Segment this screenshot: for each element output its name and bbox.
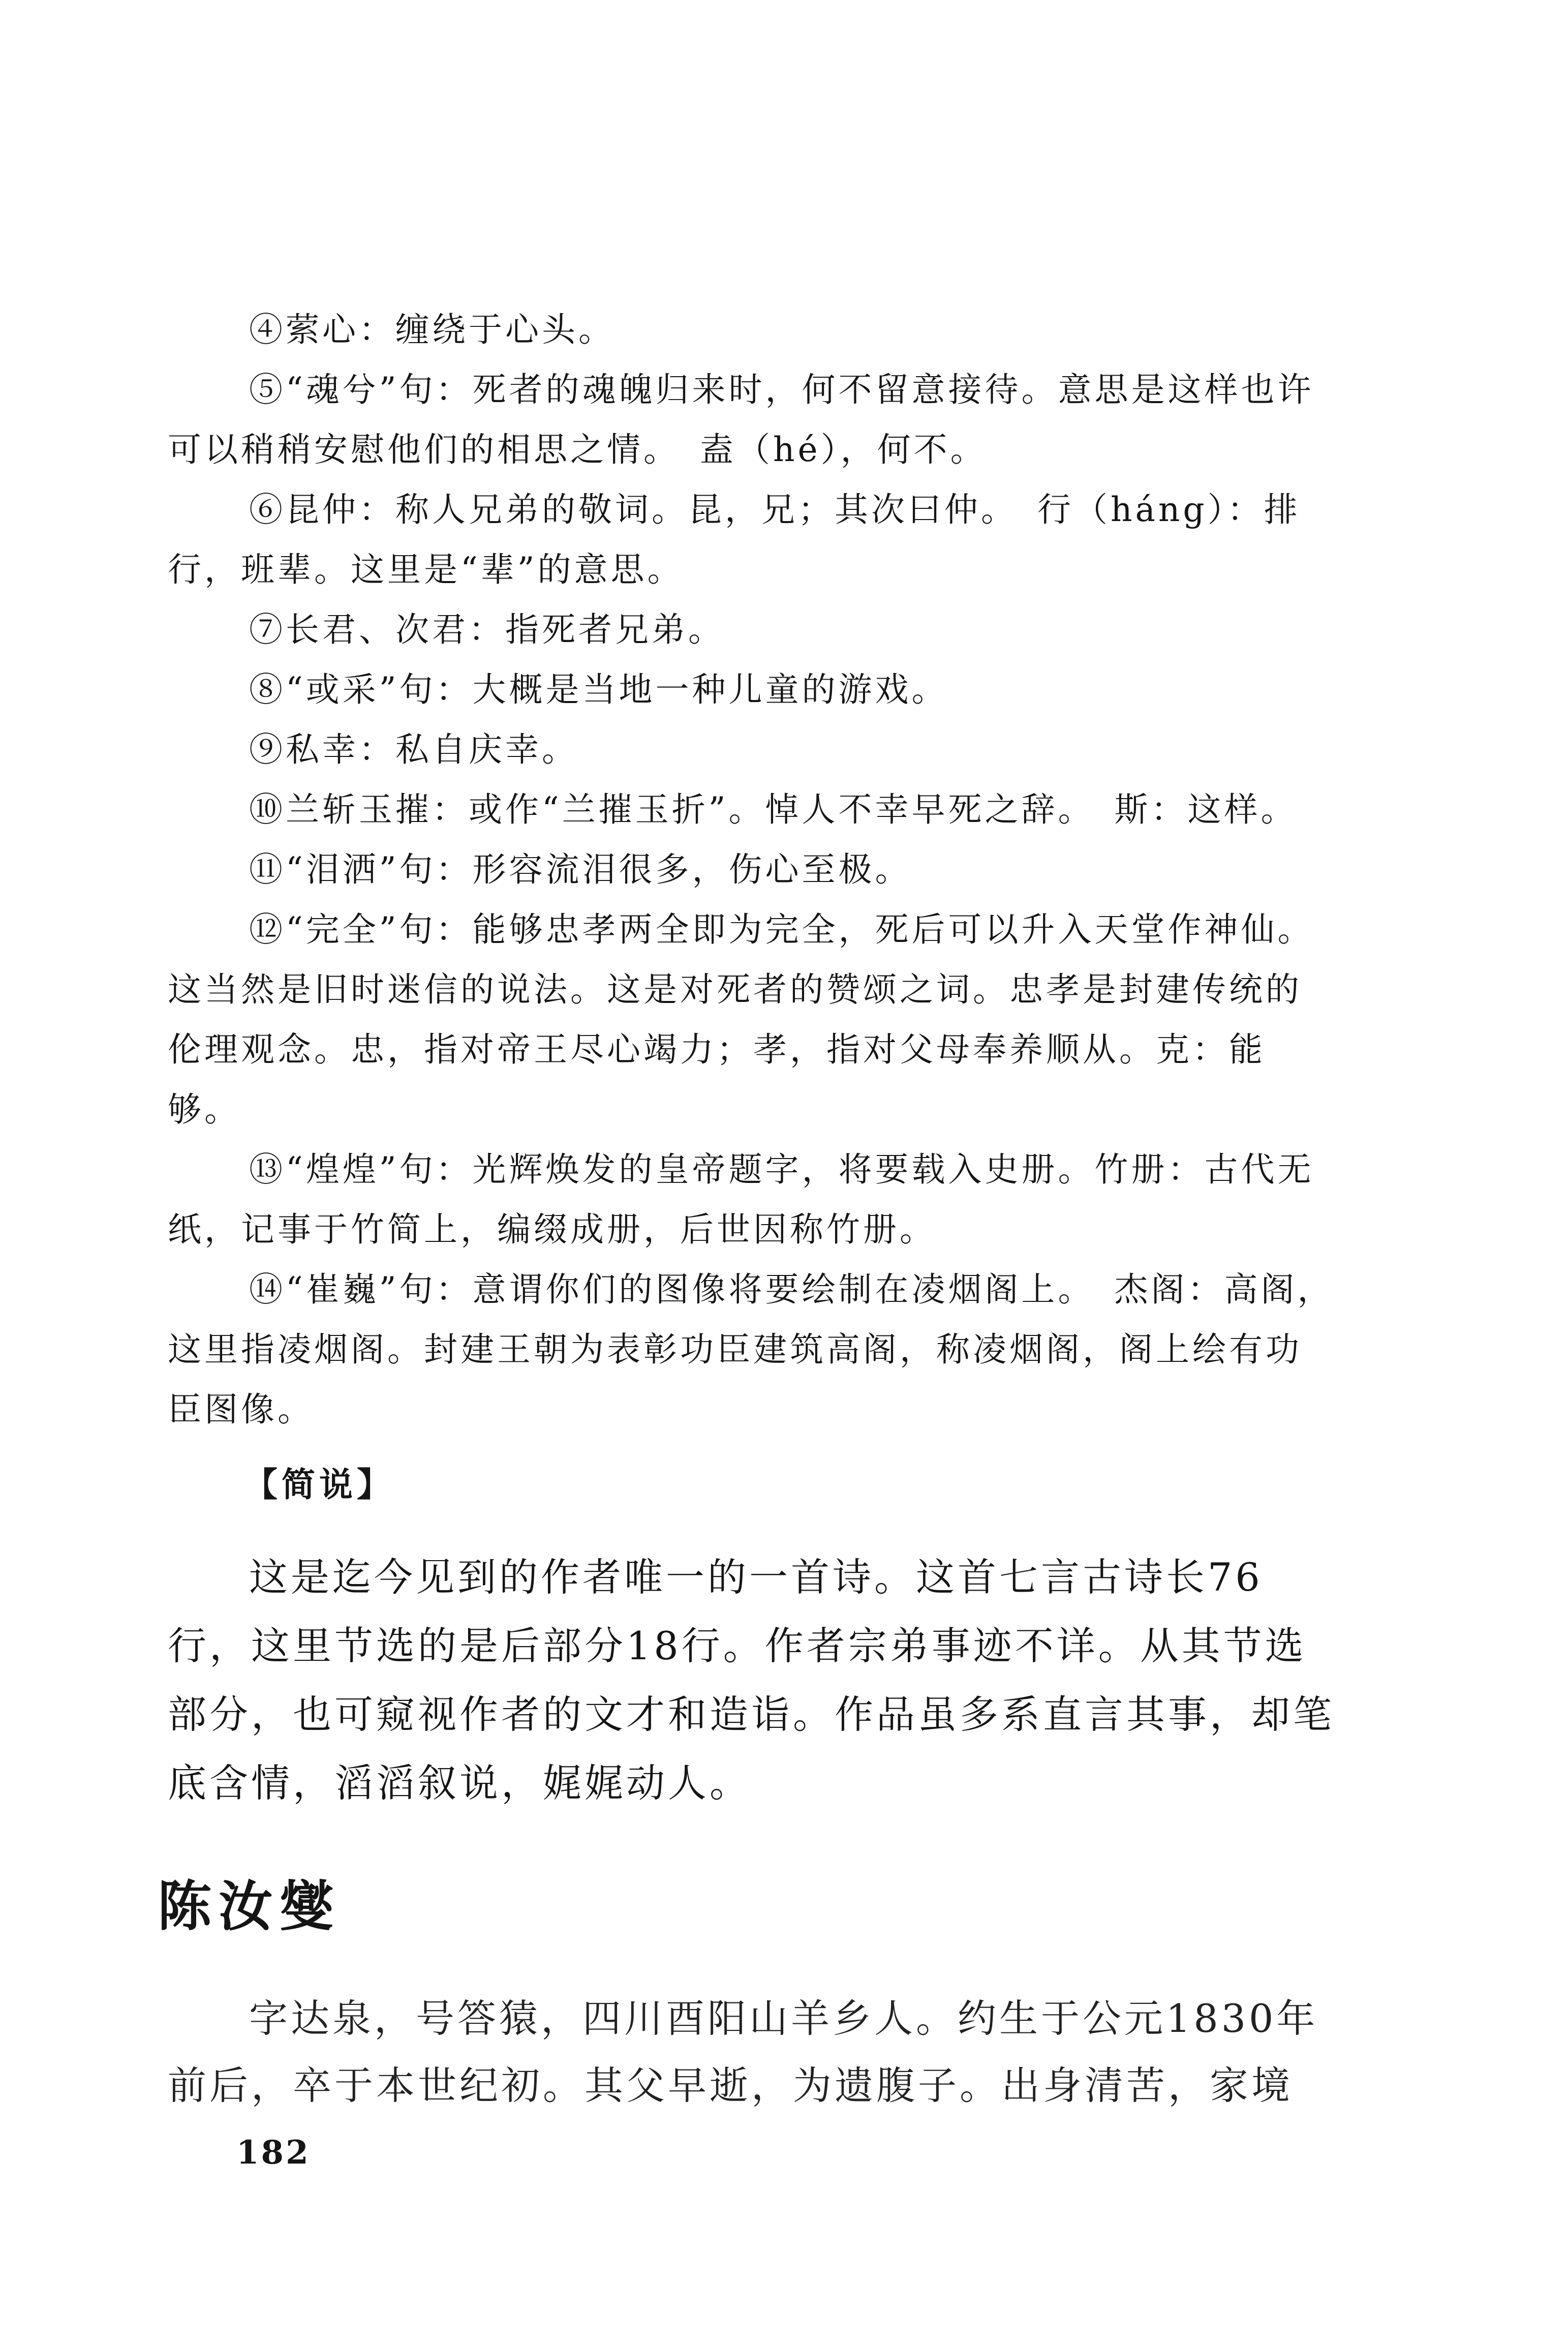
note-9: ⑨私幸：私自庆幸。 bbox=[249, 730, 578, 769]
note-10: ⑩兰斩玉摧：或作“兰摧玉折”。悼人不幸早死之辞。 斯：这样。 bbox=[249, 790, 1298, 829]
page-number: 182 bbox=[236, 2134, 311, 2172]
note-7: ⑦长君、次君：指死者兄弟。 bbox=[249, 610, 725, 649]
note-14: ⑭“崔巍”句：意谓你们的图像将要绘制在凌烟阁上。 杰阁：高阁，这里指凌烟阁。封建王朝为表彰功臣建筑高阁，称凌烟阁，阁上绘有功臣图像。 bbox=[168, 1270, 1334, 1429]
note-8: ⑧“或采”句：大概是当地一种儿童的游戏。 bbox=[249, 670, 948, 709]
annotation-notes bbox=[168, 300, 1337, 1440]
note-13: ⑬“煌煌”句：光辉焕发的皇帝题字，将要载入史册。竹册：古代无纸，记事于竹简上，编缀成册，后世因称竹册。 bbox=[168, 1150, 1314, 1249]
note-11: ⑪“泪洒”句：形容流泪很多，伤心至极。 bbox=[249, 850, 912, 889]
note-5: ⑤“魂兮”句：死者的魂魄归来时，何不留意接待。意思是这样也许可以稍稍安慰他们的相思之情。 盍（hé），何不。 bbox=[168, 370, 1314, 469]
note-4: ④萦心：缠绕于心头。 bbox=[249, 310, 615, 349]
section-heading: 【简说】 bbox=[244, 1465, 394, 1504]
summary-paragraph: 这是迄今见到的作者唯一的一首诗。这首七言古诗长76行，这里节选的是后部分18行。作者宗弟事迹不详。从其节选部分，也可窥视作者的文才和造诣。作品虽多系直言其事，却笔底含情，滔滔叙说，娓娓动人。 bbox=[168, 1555, 1335, 1806]
note-6: ⑥昆仲：称人兄弟的敬词。昆，兄；其次曰仲。 行（háng）：排行，班辈。这里是“辈”的意思。 bbox=[168, 490, 1301, 589]
author-name-heading: 陈汝燮 bbox=[158, 1874, 341, 1938]
author-bio-paragraph: 字达泉，号答猿，四川酉阳山羊乡人。约生于公元1830年前后，卒于本世纪初。其父早逝，为遗腹子。出身清苦，家境 bbox=[168, 1996, 1318, 2108]
note-12: ⑫“完全”句：能够忠孝两全即为完全，死后可以升入天堂作神仙。这当然是旧时迷信的说法。这是对死者的赞颂之词。忠孝是封建传统的伦理观念。忠，指对帝王尽心竭力；孝，指对父母奉养顺从。克：能够。 bbox=[168, 910, 1314, 1129]
